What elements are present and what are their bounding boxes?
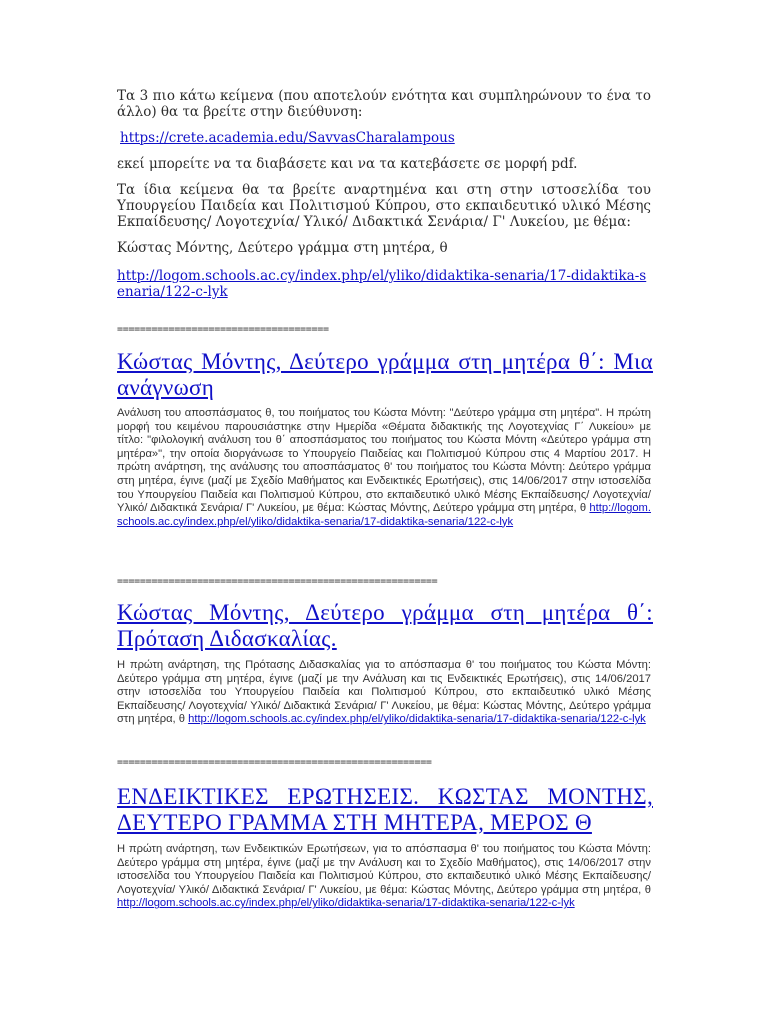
section1-title[interactable]: Κώστας Μόντης, Δεύτερο γράμμα στη μητέρα θ΄: Μια ανάγνωση xyxy=(117,349,653,400)
section3-title[interactable]: ΕΝΔΕΙΚΤΙΚΕΣ ΕΡΩΤΗΣΕΙΣ. ΚΩΣΤΑΣ ΜΟΝΤΗΣ, ΔΕΥΤΕΡΟ ΓΡΑΜΜΑ ΣΤΗ ΜΗΤΕΡΑ, ΜΕΡΟΣ Θ xyxy=(117,784,653,835)
section3-text: Η πρώτη ανάρτηση, των Ενδεικτικών Ερωτήσεων, για το απόσπασμα θ' του ποιήματος του Κώστα Μόντη: Δεύτερο γράμμα στη μητέρα, έγινε (μαζί με την Ανάλυση και το Σχεδίο Μαθήματος), στις 14/06/2017 στην ιστοσελίδα του Υπουργείου Παιδεία και Πολιτισμού Κύπρου, στο εκπαιδευτικό υλικό Μέσης Εκπαίδευσης/ Λογοτεχνία/ Υλικό/ Διδακτικά Σενάρια/ Γ' Λυκείου, με θέμα: Κώστας Μόντης, Δεύτερο γράμμα στη μητέρα, θ xyxy=(117,843,651,896)
section1-body xyxy=(117,407,651,529)
separator-rule-3: ======================================================= xyxy=(117,757,432,768)
section3-link[interactable]: http://logom.schools.ac.cy/index.php/el/yliko/didaktika-senaria/17-didaktika-senaria/122-c-lyk xyxy=(117,897,575,910)
section1-text: Ανάλυση του αποσπάσματος θ, του ποιήματος του Κώστα Μόντη: "Δεύτερο γράμμα στη μητέρα". Η πρώτη μορφή του κειμένου παρουσιάστηκε στην Ημερίδα «Θέματα διδακτικής της Λογοτεχνίας Γ΄ Λυκείου» με τίτλο: "φιλολογική ανάλυση του θ΄ αποσπάσματος του ποιήματος του Κώστα Μόντη «Δεύτερο γράμμα στη μητέρα»", την οποία διοργάνωσε το Υπουργείο Παιδείας και Πολιτισμού Κύπρου στις 4 Μαρτίου 2017. Η πρώτη ανάρτηση, της ανάλυσης του αποσπάσματος θ' του ποιήματος του Κώστα Μόντη: Δεύτερο γράμμα στη μητέρα, έγινε (μαζί με Σχεδίο Μαθήματος και Ενδεικτικές Ερωτήσεις), στις 14/06/2017 στην ιστοσελίδα του Υπουργείου Παιδεία και Πολιτισμού Κύπρου, στο εκπαιδευτικό υλικό Μέσης Εκπαίδευσης/ Λογοτεχνία/ Υλικό/ Διδακτικά Σενάρια/ Γ' Λυκείου, με θέμα: Κώστας Μόντης, Δεύτερο γράμμα στη μητέρα, θ xyxy=(117,407,651,515)
section3-body xyxy=(117,843,651,911)
intro-paragraph-2: εκεί μπορείτε να τα διαβάσετε και να τα κατεβάσετε σε μορφή pdf. xyxy=(117,156,578,172)
section2-body xyxy=(117,659,651,727)
separator-rule-2: ======================================================== xyxy=(117,576,438,587)
academia-link[interactable]: https://crete.academia.edu/SavvasCharalampous xyxy=(120,130,455,146)
intro-logom-paragraph xyxy=(117,268,651,300)
intro-link-paragraph xyxy=(117,130,651,146)
section2-text: Η πρώτη ανάρτηση, της Πρότασης Διδασκαλίας για το απόσπασμα θ' του ποιήματος του Κώστα Μόντη: Δεύτερο γράμμα στη μητέρα, έγινε (μαζί με την Ανάλυση και τις Ενδεικτικές Ερωτήσεις), στις 14/06/2017 στην ιστοσελίδα του Υπουργείου Παιδεία και Πολιτισμού Κύπρου, στο εκπαιδευτικό υλικό Μέσης Εκπαίδευσης/ Λογοτεχνία/ Υλικό/ Διδακτικά Σενάρια/ Γ' Λυκείου, με θέμα: Κώστας Μόντης, Δεύτερο γράμμα στη μητέρα, θ xyxy=(117,659,651,726)
logom-link[interactable]: http://logom.schools.ac.cy/index.php/el/yliko/didaktika-senaria/17-didaktika-senaria/122-c-lyk xyxy=(117,268,647,300)
section2-link[interactable]: http://logom.schools.ac.cy/index.php/el/yliko/didaktika-senaria/17-didaktika-senaria/122-c-lyk xyxy=(188,713,646,726)
intro-block xyxy=(117,88,651,300)
intro-paragraph-1: Τα 3 πιο κάτω κείμενα (που αποτελούν ενότητα και συμπληρώνουν το ένα το άλλο) θα τα βρείτε στην διεύθυνση: xyxy=(117,88,651,120)
intro-paragraph-4: Κώστας Μόντης, Δεύτερο γράμμα στη μητέρα, θ xyxy=(117,240,448,256)
intro-paragraph-3: Τα ίδια κείμενα θα τα βρείτε αναρτημένα και στη στην ιστοσελίδα του Υπουργείου Παιδεία και Πολιτισμού Κύπρου, στο εκπαιδευτικό υλικό Μέσης Εκπαίδευσης/ Λογοτεχνία/ Υλικό/ Διδακτικά Σενάρια/ Γ' Λυκείου, με θέμα: xyxy=(117,182,651,230)
separator-rule-1: ===================================== xyxy=(117,324,329,335)
section1-link[interactable]: http://logom.schools.ac.cy/index.php/el/yliko/didaktika-senaria/17-didaktika-senaria/122-c-lyk xyxy=(117,502,651,528)
section2-title[interactable]: Κώστας Μόντης, Δεύτερο γράμμα στη μητέρα θ΄: Πρόταση Διδασκαλίας. xyxy=(117,600,653,651)
